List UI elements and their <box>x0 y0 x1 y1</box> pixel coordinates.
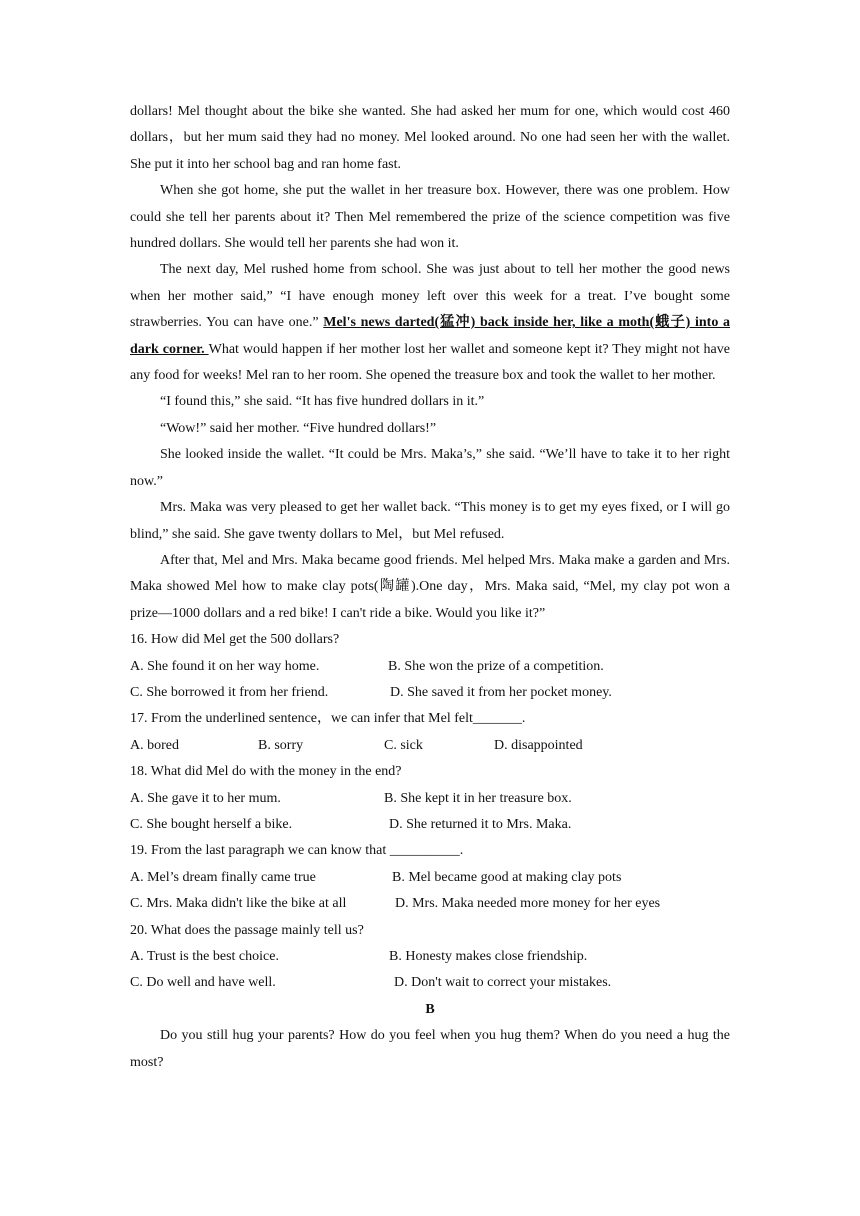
section-b-heading: B <box>425 1001 435 1017</box>
question-16-options-row-2 <box>130 680 730 706</box>
question-17-option-c: C. sick <box>384 737 423 753</box>
paragraph-3-end: What would happen if her mother lost her wallet and someone kept it? They might not have any food for weeks! Mel ran to her room. She opened the treasure box and took the wallet to her mother. <box>130 341 730 384</box>
question-20-option-a: A. Trust is the best choice. <box>130 949 279 964</box>
question-16-option-d: D. She saved it from her pocket money. <box>390 684 612 700</box>
question-16-option-b: B. She won the prize of a competition. <box>388 658 604 674</box>
paragraph-3-start: The next day, Mel rushed home from school. She was just about to tell her mother the good news when her mother said,” “I have enough money left over this week for a treat. I’ve bought some strawberries. You can have one.” <box>130 262 730 331</box>
question-18-options-row-2 <box>130 812 730 838</box>
question-19-stem: 19. From the last paragraph we can know that __________. <box>130 843 464 859</box>
question-19-option-d: D. Mrs. Maka needed more money for her eyes <box>395 896 661 912</box>
question-19-option-c: C. Mrs. Maka didn't like the bike at all <box>130 896 347 912</box>
question-16-option-c: C. She borrowed it from her friend. <box>130 684 329 700</box>
question-19-options-row-1 <box>130 865 730 891</box>
underlined-sentence: Mel's news darted(猛冲) back inside her, like a moth(蛾子) into a dark corner. <box>130 315 730 357</box>
question-17-stem: 17. From the underlined sentence，we can infer that Mel felt_______. <box>130 711 526 727</box>
passage-paragraph-6: She looked inside the wallet. “It could be Mrs. Maka’s,” she said. “We’ll have to take it to her right now.” <box>130 447 730 489</box>
question-20-option-c: C. Do well and have well. <box>130 975 276 991</box>
question-20-stem: 20. What does the passage mainly tell us? <box>130 922 364 938</box>
question-20-option-d: D. Don't wait to correct your mistakes. <box>394 975 612 991</box>
question-19-options-row-2 <box>130 891 730 917</box>
question-17-option-b: B. sorry <box>258 737 304 753</box>
question-16-options-row-1 <box>130 654 730 680</box>
question-19-option-b: B. Mel became good at making clay pots <box>392 869 622 885</box>
question-16-option-a: A. She found it on her way home. <box>130 658 320 674</box>
document-page <box>130 99 730 1076</box>
question-18-option-a: A. She gave it to her mum. <box>130 790 281 806</box>
question-17-option-a: A. bored <box>130 737 179 753</box>
question-16-stem: 16. How did Mel get the 500 dollars? <box>130 632 340 648</box>
question-19-option-a: A. Mel’s dream finally came true <box>130 869 316 885</box>
passage-paragraph-4: “I found this,” she said. “It has five hundred dollars in it.” <box>160 394 485 410</box>
passage-paragraph-3 <box>130 257 730 389</box>
question-18-stem: 18. What did Mel do with the money in the end? <box>130 764 402 780</box>
question-18-option-c: C. She bought herself a bike. <box>130 816 293 832</box>
question-20-options-row-1 <box>130 944 730 970</box>
question-17-option-d: D. disappointed <box>494 737 583 753</box>
passage-paragraph-8: After that, Mel and Mrs. Maka became good friends. Mel helped Mrs. Maka make a garden and Mrs. Maka showed Mel how to make clay pots(陶罐).One day，Mrs. Maka said, “Mel, my clay pot won a prize—1000 dollars and a red bike! I can't ride a bike. Would you like it?” <box>130 552 730 621</box>
question-18-option-d: D. She returned it to Mrs. Maka. <box>389 816 572 832</box>
question-20-option-b: B. Honesty makes close friendship. <box>389 949 588 964</box>
passage-paragraph-2: When she got home, she put the wallet in her treasure box. However, there was one problem. How could she tell her parents about it? Then Mel remembered the prize of the science competition was five hundred dollars. She would tell her parents she had won it. <box>130 183 730 252</box>
section-b-intro: Do you still hug your parents? How do you feel when you hug them? When do you need a hug the most? <box>130 1028 730 1070</box>
question-18-option-b: B. She kept it in her treasure box. <box>384 790 572 806</box>
question-20-options-row-2 <box>130 970 730 996</box>
question-18-options-row-1 <box>130 786 730 812</box>
passage-paragraph-7: Mrs. Maka was very pleased to get her wallet back. “This money is to get my eyes fixed, or I will go blind,” she said. She gave twenty dollars to Mel，but Mel refused. <box>130 500 730 542</box>
question-17-options-row <box>130 733 730 759</box>
passage-paragraph-1: dollars! Mel thought about the bike she wanted. She had asked her mum for one, which would cost 460 dollars，but her mum said they had no money. Mel looked around. No one had seen her with the wallet. She put it into her school bag and ran home fast. <box>130 104 730 172</box>
passage-paragraph-5: “Wow!” said her mother. “Five hundred dollars!” <box>160 420 437 436</box>
